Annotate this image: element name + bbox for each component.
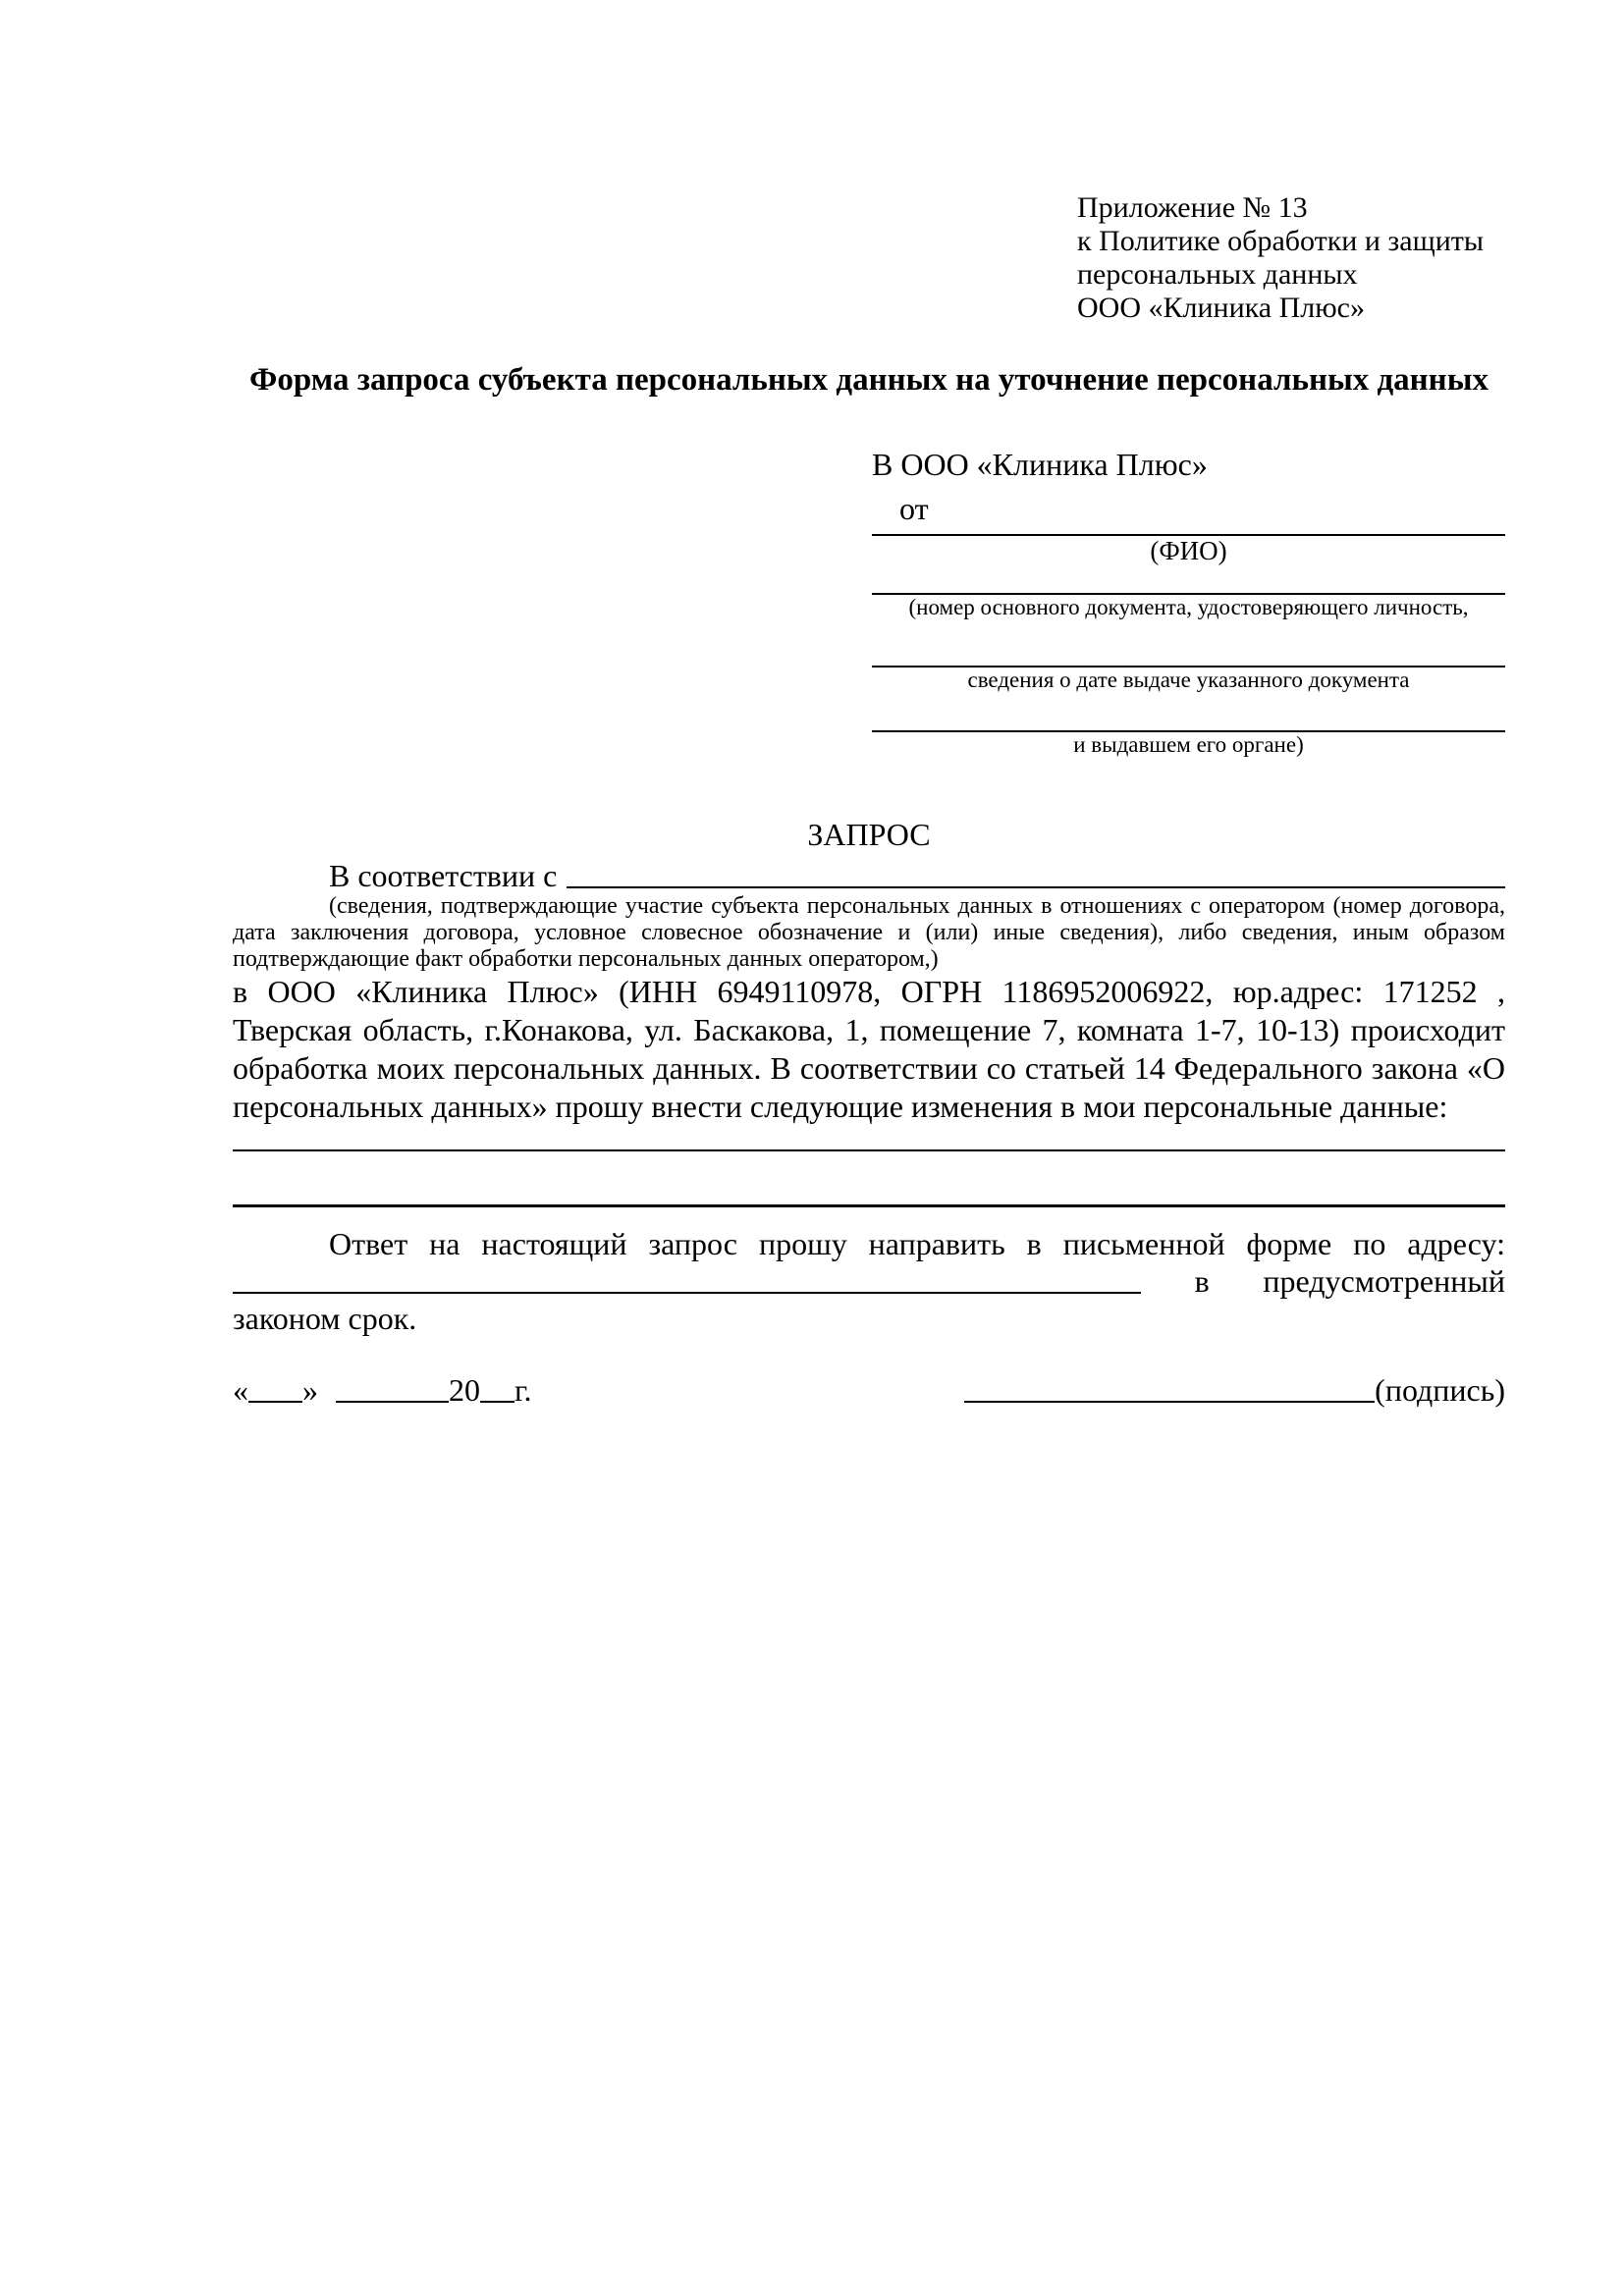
signature-row <box>233 1372 1505 1408</box>
date-group <box>233 1372 532 1408</box>
date-month-line[interactable] <box>336 1401 449 1403</box>
close-quote: » <box>302 1372 318 1408</box>
date-year-line[interactable] <box>480 1401 514 1403</box>
changes-input-line-2[interactable] <box>233 1204 1505 1207</box>
year-suffix: г. <box>514 1372 532 1408</box>
intro-row <box>233 858 1505 893</box>
body-paragraph: в ООО «Клиника Плюс» (ИНН 6949110978, ОГРН 1186952006922, юр.адрес: 171252 , Тверская область, г.Конакова, ул. Баскакова, 1, помещение 7, комната 1-7, 10-13) происходит обработка моих персональных данных. В соответствии со статьей 14 Федерального закона «О персональных данных» прошу внести следующие изменения в мои персональные данные: <box>233 974 1505 1124</box>
from-label: от <box>899 491 929 526</box>
basis-input-line[interactable] <box>567 886 1505 888</box>
intro-text: В соответствии с <box>329 858 558 893</box>
request-heading: ЗАПРОС <box>807 817 931 852</box>
open-quote: « <box>233 1372 248 1408</box>
fio-caption: (ФИО) <box>1150 536 1227 565</box>
document-number-caption: (номер основного документа, удостоверяющего личность, <box>908 595 1469 619</box>
reply-paragraph-line1: Ответ на настоящий запрос прошу направить в письменной форме по адресу: <box>329 1226 1505 1261</box>
signature-group <box>964 1372 1505 1408</box>
form-title: Форма запроса субъекта персональных данных на уточнение персональных данных <box>249 362 1489 398</box>
year-prefix: 20 <box>449 1372 480 1408</box>
addressee-block <box>872 447 1505 758</box>
signature-caption: (подпись) <box>1375 1372 1505 1408</box>
reply-paragraph-line3: законом срок. <box>233 1301 417 1336</box>
issuing-authority-caption: и выдавшем его органе) <box>1073 732 1304 757</box>
signature-line[interactable] <box>964 1401 1375 1403</box>
reply-word-predusmotrenny: предусмотренный <box>1263 1263 1505 1299</box>
address-input-line[interactable] <box>233 1292 1141 1294</box>
date-day-line[interactable] <box>248 1401 302 1403</box>
appendix-line: персональных данных <box>1077 258 1358 291</box>
appendix-line: Приложение № 13 <box>1077 191 1308 224</box>
issue-date-caption: сведения о дате выдаче указанного документа <box>967 667 1410 692</box>
appendix-line: ООО «Клиника Плюс» <box>1077 292 1365 324</box>
addressee-org: В ООО «Клиника Плюс» <box>872 447 1208 482</box>
footnote-text: (сведения, подтверждающие участие субъекта персональных данных в отношениях с оператором (номер договора, дата заключения договора, условное словесное обозначение и (или) иные сведения), либо сведения, иным образом подтверждающие факт обработки персональных данных оператором,) <box>233 893 1505 972</box>
appendix-block <box>1077 191 1505 325</box>
reply-word-v: в <box>1194 1263 1210 1299</box>
reply-row <box>233 1262 1505 1300</box>
changes-input-line-1[interactable] <box>233 1149 1505 1151</box>
appendix-line: к Политике обработки и защиты <box>1077 225 1485 257</box>
